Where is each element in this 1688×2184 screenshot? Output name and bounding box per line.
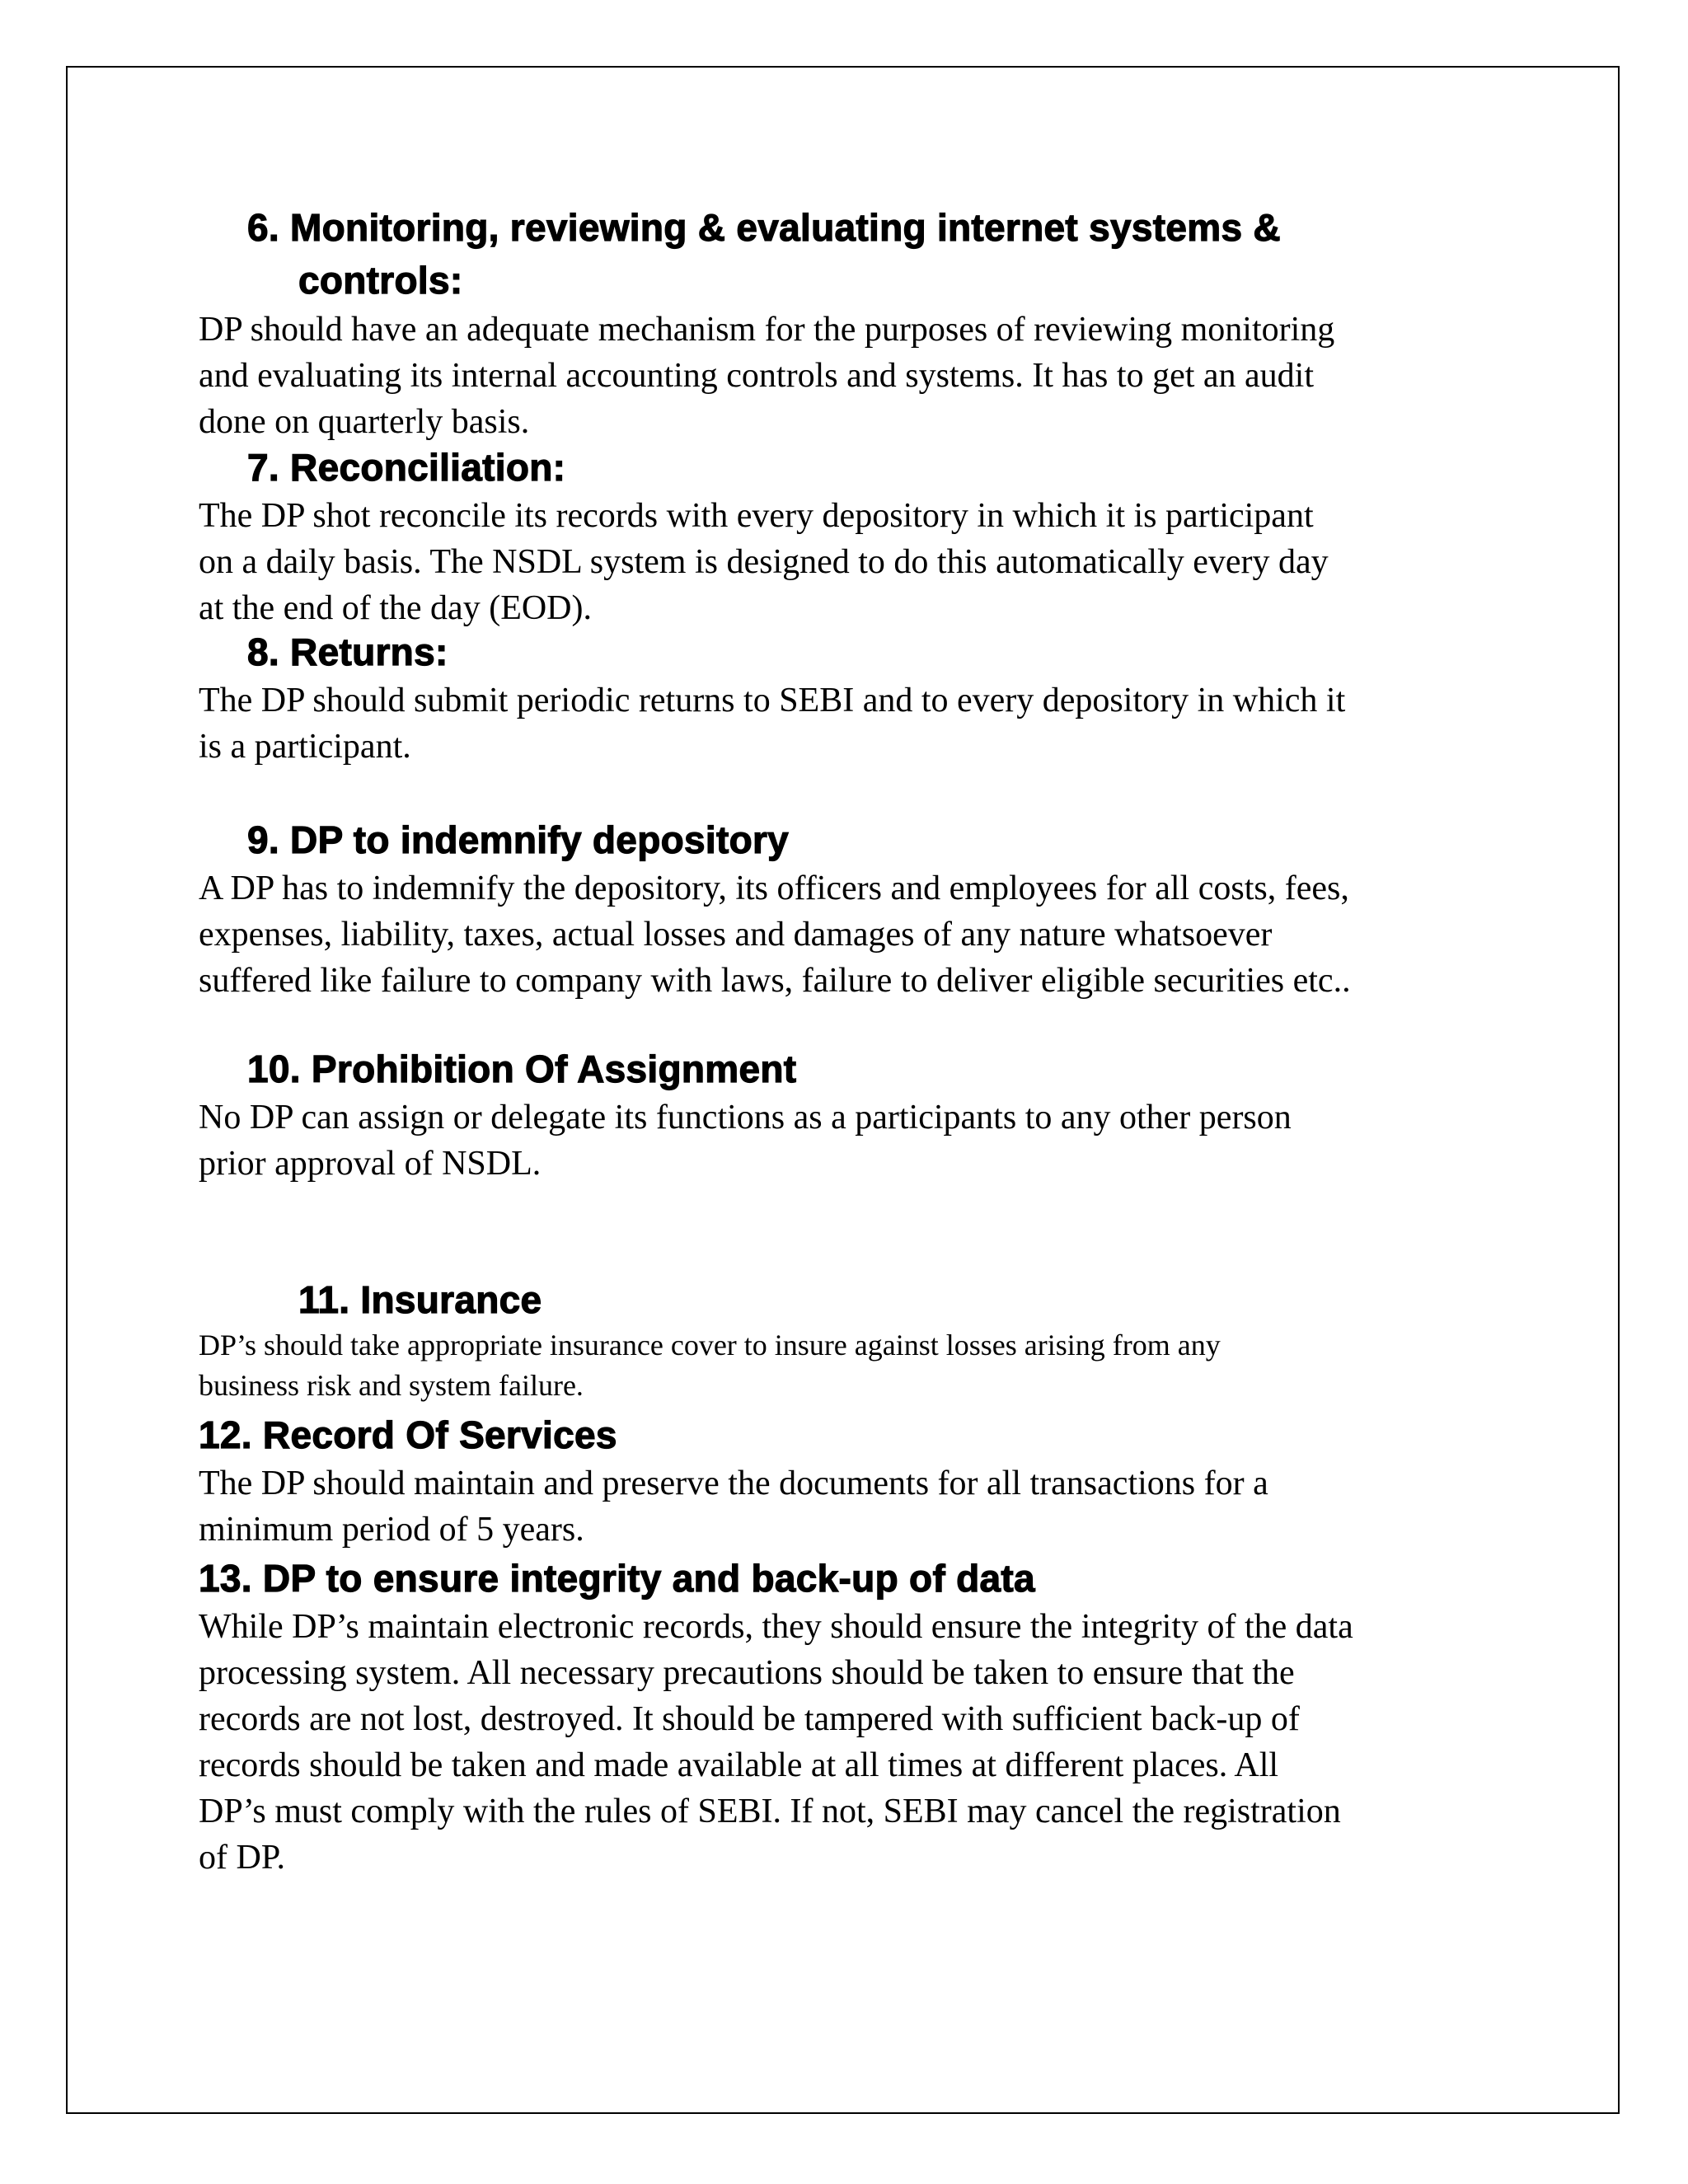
section-9-heading: 9. DP to indemnify depository: [247, 818, 790, 861]
section-13-heading: 13. DP to ensure integrity and back-up of data: [199, 1557, 1035, 1600]
section-9-body: A DP has to indemnify the depository, its officers and employees for all costs, fees, expenses, liability, taxes, actual losses and damages of any nature whatsoever suffered like failure to company with laws, failure to deliver eligible securities etc..: [199, 869, 1351, 1000]
section-8-heading: 8. Returns:: [247, 630, 448, 673]
section-12-body: The DP should maintain and preserve the documents for all transactions for a minimum period of 5 years.: [199, 1465, 1268, 1549]
section-6-heading-line2: controls:: [298, 259, 463, 302]
section-7-heading: 7. Reconciliation:: [247, 446, 566, 489]
section-10-heading: 10. Prohibition Of Assignment: [247, 1047, 797, 1090]
section-11-heading: 11. Insurance: [298, 1278, 542, 1321]
section-8-body: The DP should submit periodic returns to SEBI and to every depository in which it is a participant.: [199, 682, 1346, 766]
section-12-heading: 12. Record Of Services: [199, 1413, 617, 1456]
section-11-body: DP’s should take appropriate insurance cover to insure against losses arising from any business risk and system failure.: [199, 1329, 1221, 1402]
section-6-body: DP should have an adequate mechanism for the purposes of reviewing monitoring and evaluating its internal accounting controls and systems. It has to get an audit done on quarterly basis.: [199, 311, 1335, 441]
section-7-body: The DP shot reconcile its records with every depository in which it is participant on a daily basis. The NSDL system is designed to do this automatically every day at the end of the day (EOD).: [199, 497, 1329, 627]
section-13-body: While DP’s maintain electronic records, they should ensure the integrity of the data processing system. All necessary precautions should be taken to ensure that the records are not lost, destroyed. It should be tampered with sufficient back-up of records should be taken and made available at all times at different places. All DP’s must comply with the rules of SEBI. If not, SEBI may cancel the registration of DP.: [199, 1608, 1353, 1877]
section-6-heading-line1: 6. Monitoring, reviewing & evaluating internet systems &: [247, 206, 1281, 249]
section-10-body: No DP can assign or delegate its functions as a participants to any other person prior approval of NSDL.: [199, 1099, 1292, 1183]
